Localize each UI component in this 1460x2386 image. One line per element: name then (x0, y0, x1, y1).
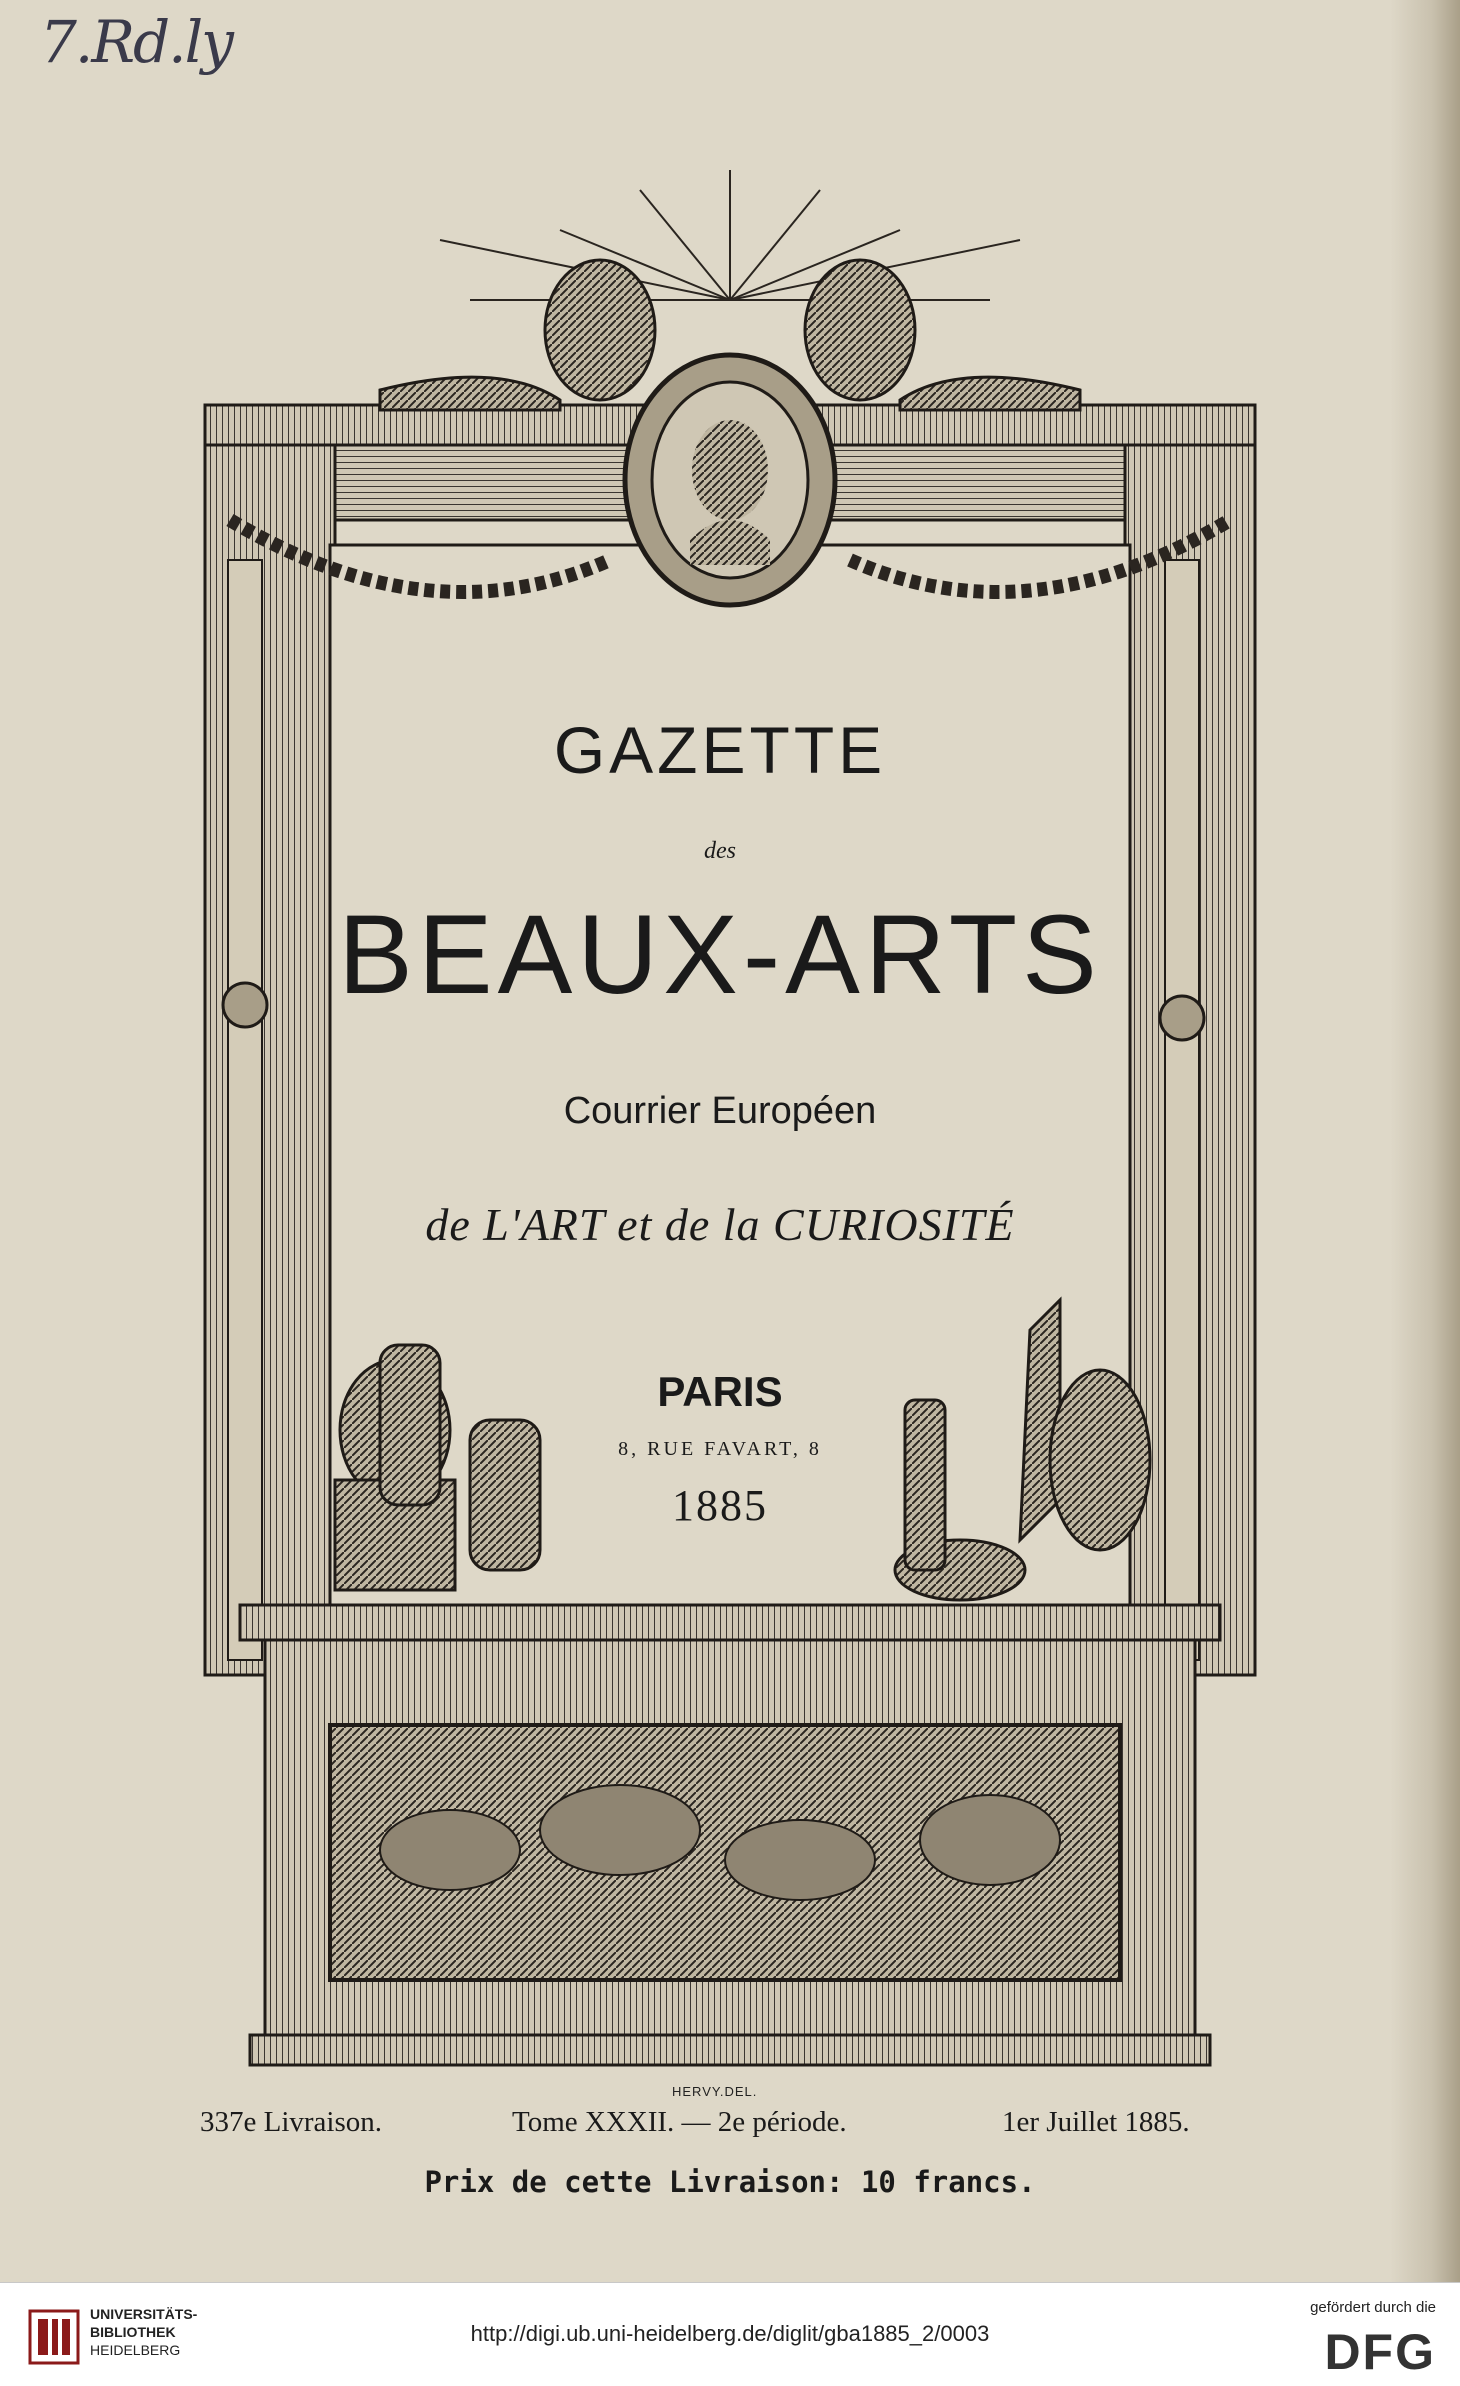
imprint-line (200, 2106, 1200, 2146)
publication-year: 1885 (672, 1481, 768, 1530)
publisher-address: 8, RUE FAVART, 8 (618, 1438, 822, 1460)
handwritten-shelfmark: 7.Rd.ly (40, 8, 232, 76)
portrait-medallion (625, 355, 835, 605)
issue-price: Prix de cette Livraison: 10 francs. (424, 2165, 1036, 2199)
title-beaux-arts: BEAUX-ARTS (338, 892, 1102, 1017)
title-des: des (704, 838, 736, 864)
volume-info: Tome XXXII. — 2e période. (512, 2106, 847, 2138)
subtitle-courrier: Courrier Européen (563, 1090, 877, 1132)
subtitle-curiosite: de L'ART et de la CURIOSITÉ (425, 1199, 1015, 1250)
library-name-line2: BIBLIOTHEK (90, 2324, 176, 2340)
library-name-line1: UNIVERSITÄTS- (90, 2306, 198, 2322)
permalink-url[interactable]: http://digi.ub.uni-heidelberg.de/diglit/gba1885_2/0003 (470, 2321, 990, 2346)
dfg-logo: DFG (1324, 2324, 1436, 2380)
funder-note: gefördert durch die (1310, 2299, 1436, 2316)
library-name-line3: HEIDELBERG (90, 2342, 181, 2358)
issue-date: 1er Juillet 1885. (1002, 2106, 1190, 2138)
artist-credit: HERVY.DEL. (672, 2084, 758, 2099)
sunburst-rays (440, 170, 1020, 300)
publisher-city: PARIS (657, 1368, 783, 1415)
viewer-footer (0, 2282, 1460, 2386)
left-pilaster (205, 445, 335, 1675)
title-gazette: GAZETTE (553, 713, 887, 787)
issue-number: 337e Livraison. (200, 2106, 383, 2138)
